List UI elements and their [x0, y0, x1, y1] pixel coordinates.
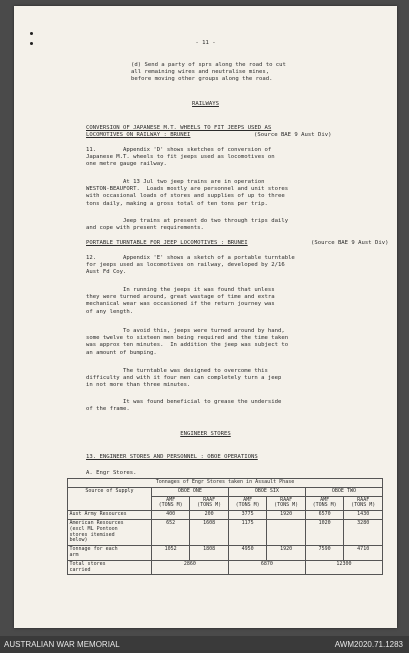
table-subheader: RAAF (TONS M): [344, 496, 383, 511]
punch-hole-mark: [30, 32, 33, 35]
footer-accession-number: AWM2020.71.1283: [334, 640, 403, 649]
paragraph-13-heading: 13. ENGINEER STORES AND PERSONNEL : OBOE OPERATIONS: [86, 454, 258, 460]
table-caption: Tonnages of Engr Stores taken in Assault Phase: [68, 479, 383, 488]
table-row: American Resources (excl ML Pontoon stores itemised below) 652 1608 1175 1020 3280: [68, 519, 383, 545]
engr-stores-table: [67, 478, 383, 575]
turntable-source: (Source BAE 9 Aust Div): [311, 240, 389, 246]
table-group-header: OBOE ONE: [151, 487, 228, 496]
turntable-heading: PORTABLE TURNTABLE FOR JEEP LOCOMOTIVES : BRUNEI: [86, 240, 248, 246]
table-subheader: AMF (TONS M): [228, 496, 267, 511]
paragraph-11: 11. Appendix 'D' shows sketches of conversion of Japanese M.T. wheels to fit jeeps used as locomotives on one metre gauge railway.: [86, 147, 275, 168]
table-group-header: OBOE TWO: [305, 487, 382, 496]
footer-institution: AUSTRALIAN WAR MEMORIAL: [4, 640, 120, 649]
paragraph-11b: At 13 Jul two jeep trains are in operation WESTON-BEAUFORT. Loads mostly are personnel and unit stores with occasional loads of stores and supplies of up to three tons daily, making a gross total of ten tons per trip.: [86, 179, 289, 207]
paragraph-12d: The turntable was designed to overcome this difficulty and with it four men can completely turn a jeep in not more than three minutes.: [86, 368, 282, 389]
section-a-label: A. Engr Stores.: [86, 470, 137, 476]
paragraph-12e: It was found beneficial to grease the underside of the frame.: [86, 399, 282, 413]
page-number: - 11 -: [195, 40, 216, 46]
intro-paragraph: (d) Send a party of sprs along the road to cut all remaining wires and neutralise mines, before moving other groups along the road.: [131, 62, 286, 83]
conversion-source: (Source BAE 9 Aust Div): [254, 132, 332, 138]
table-row: Tonnage for each arm 1052 1808 4950 1920 7590 4710: [68, 546, 383, 561]
conversion-heading: CONVERSION OF JAPANESE M.T. WHEELS TO FIT JEEPS USED AS LOCOMOTIVES ON RAILWAY : BRUNEI: [86, 125, 272, 139]
paragraph-12b: In running the jeeps it was found that unless they were turned around, great wastage of time and extra mechanical wear was occasioned if the return journey was of any length.: [86, 287, 275, 315]
paragraph-11c: Jeep trains at present do two through trips daily and cope with present requirements.: [86, 218, 289, 232]
table-subheader: RAAF (TONS M): [267, 496, 306, 511]
table-subheader: AMF (TONS M): [151, 496, 190, 511]
table-header-source: Source of Supply: [68, 487, 152, 510]
footer-bar: [0, 636, 409, 653]
paragraph-12: 12. Appendix 'E' shows a sketch of a portable turntable for jeeps used as locomotives on railway, developed by 2/16 Aust Fd Coy.: [86, 255, 295, 276]
table-subheader: RAAF (TONS M): [190, 496, 229, 511]
table-row: Aust Army Resources 400 200 3775 1920 6570 1430: [68, 511, 383, 520]
table-subheader: AMF (TONS M): [305, 496, 344, 511]
table-total-row: Total stores carried 2860 6870 12300: [68, 560, 383, 575]
table-group-header: OBOE SIX: [228, 487, 305, 496]
railways-heading: RAILWAYS: [192, 101, 219, 107]
engineer-stores-heading: ENGINEER STORES: [180, 431, 231, 437]
paragraph-12c: To avoid this, jeeps were turned around by hand, some twelve to sixteen men being required and the time taken was approx ten minutes. In addition the jeep was subject to an amount of bumping.: [86, 328, 289, 356]
